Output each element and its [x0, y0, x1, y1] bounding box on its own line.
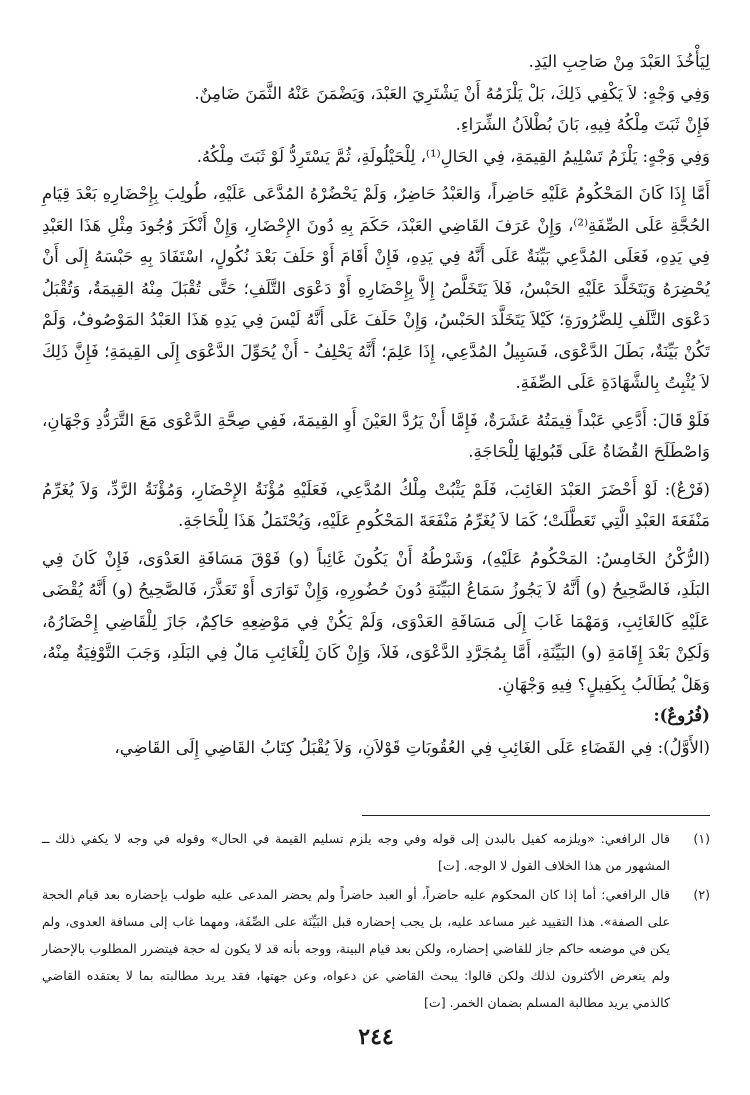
footnote-divider — [362, 815, 710, 816]
paragraph: أَمَّا إِذَا كَانَ المَحْكُومُ عَلَيْهِ حَاضِراً، وَالعَبْدُ حَاضِرٌ، وَلَمْ يَحْضُرْهُ المُدَّعَى عَلَيْهِ، طُولِبَ بِإِحْضَارِهِ بَعْدَ قِيَامِ الحُجَّةِ عَلَى الصِّفَةِ⁽²⁾، وَإِنْ عَرَفَ القَاضِي العَبْدَ، حَكَمَ بِهِ دُونَ الإِحْضَارِ، وَإِنْ أَنْكَرَ وُجُودَ مِثْلِ هَذَا العَبْدِ فِي يَدِهِ، فَعَلَى المُدَّعِي بَيِّنَةٌ عَلَى أَنَّهُ فِي يَدِهِ، فَإِنْ أَقَامَ أَوْ حَلَفَ بَعْدَ نُكُولٍ، اسْتَفَادَ بِهِ حَبْسَهُ إِلَى أَنْ يُحْضِرَهُ وَيَتَخَلَّدَ عَلَيْهِ الحَبْسُ، فَلاَ يَتَخَلَّصُ إِلاَّ بِإِحْضَارِهِ أَوْ دَعْوَى التَّلَفِ؛ حَتَّى تُقْبَلَ مِنْهُ القِيمَةُ، وَتُقْبَلُ دَعْوَى التَّلَفِ لِلضَّرُورَةِ؛ كَيْلاَ يَتَخَلَّدَ الحَبْسُ، وَإِنْ حَلَفَ عَلَى أَنَّهُ لَيْسَ فِي يَدِهِ هَذَا العَبْدُ المَوْصُوفُ، وَلَمْ تَكُنْ بَيِّنَةٌ، بَطَلَ الدَّعْوَى، فَسَبِيلُ المُدَّعِي، إِذَا عَلِمَ؛ أَنَّهُ يَحْلِفُ - أَنْ يُحَوِّلَ الدَّعْوَى إِلَى القِيمَةِ؛ فَإِنَّ ذَلِكَ لاَ يُثْبِتُ بِالشَّهَادَةِ عَلَى الصِّفَةِ. — [42, 184, 710, 392]
footnote-number: (٢) — [693, 887, 710, 902]
paragraph: وَفِي وَجْهٍ: لاَ يَكْفِي ذَلِكَ، بَلْ يَلْزَمُهُ أَنْ يَشْتَرِيَ العَبْدَ، وَيَضْمَنَ عَنْهُ الثَّمَنَ ضَامِنٌ. — [194, 83, 710, 103]
footnote — [42, 825, 710, 879]
footnote-number: (١) — [693, 831, 710, 846]
paragraph: (الأَوَّلُ): فِي القَضَاءِ عَلَى الغَائِبِ فِي العُقُوبَاتِ قَوْلاَنِ، وَلاَ يُقْبَلُ كِتَابُ القَاضِي إِلَى القَاضِي، — [114, 737, 710, 757]
footnote-text: قال الرافعي: أما إذا كان المحكوم عليه حاضراً، أو العبد حاضراً ولم يحضر المدعى عليه طولب بإحضاره بعد قيام الحجة على الصفة». هذا التقييد غير مساعد عليه، بل يجب إحضاره قبل البَيِّنَة على الصِّفَة، ومهما غاب إلى مسافة العدوى، ولم يكن في موضعه حاكم جاز للقاضي إحضاره، ولكن بعد قيام البينة، ووجه بأنه قد لا يكون له حجة فيتضرر المطلوب بالإحضار ولم يتعرض الأكثرون لذلك ولكن قالوا: يبحث القاضي عن دعواه، وعن جهتها، فقد يريد مطالبته بما لا يعتقده القاضي كالذمي يريد مطالبة المسلم بضمان الخمر. [ت] — [42, 887, 670, 1010]
book-page — [42, 46, 710, 1095]
paragraph: (فَرْعٌ): لَوْ أَحْضَرَ العَبْدَ الغَائِبَ، فَلَمْ يَثْبُتْ مِلْكُ المُدَّعِي، فَعَلَيْهِ مُؤْنَةُ الإِحْضَارِ، وَمُؤْنَةُ الرَّدِّ، وَلاَ يُغَرِّمُ مَنْفَعَةَ العَبْدِ الَّتِي تَعَطَّلَتْ؛ كَمَا لاَ يُغَرِّمُ مَنْفَعَةَ المَحْكُومِ عَلَيْهِ، وَيُحْتَمَلُ هَذَا لِلْحَاجَةِ. — [42, 479, 710, 530]
footnote — [42, 881, 710, 1016]
paragraph: فَلَوْ قَالَ: أَدَّعِي عَبْداً قِيمَتُهُ عَشَرَةٌ، فَإِمَّا أَنْ يَرُدَّ العَيْنَ أَوِ القِيمَةَ، فَفِي صِحَّةِ الدَّعْوَى مَعَ التَّرَدُّدِ وَجْهَانِ، وَاصْطَلَحَ القُضَاةُ عَلَى قَبُولِهَا لِلْحَاجَةِ. — [42, 410, 710, 461]
paragraph: فَإِنْ ثَبَتَ مِلْكُهُ فِيهِ، بَانَ بُطْلاَنُ الشِّرَاءِ. — [455, 115, 710, 134]
paragraph: وَفِي وَجْهٍ: يَلْزَمُ تَسْلِيمُ القِيمَةِ، فِي الحَالِ⁽¹⁾، لِلْحَيْلُولَةِ، ثُمَّ يَسْتَرِدُّ لَوْ ثَبَتَ مِلْكُهُ. — [196, 146, 710, 166]
main-text — [42, 46, 710, 763]
paragraph: (الرُّكْنُ الخَامِسُ: المَحْكُومُ عَلَيْهِ)، وَشَرْطُهُ أَنْ يَكُونَ غَائِباً (و) فَوْقَ مَسَافَةِ العَدْوَى، فَإِنْ كَانَ فِي البَلَدِ، فَالصَّحِيحُ (و) أَنَّهُ لاَ يَجُوزُ سَمَاعُ البَيِّنَةِ دُونَ حُضُورِهِ، وَإِنْ تَوَارَى أَوْ تَعَذَّرَ، فَالصَّحِيحُ (و) أَنَّهُ يُقْضَى عَلَيْهِ كَالغَائِبِ، وَمَهْمَا غَابَ إِلَى مَسَافَةِ العَدْوَى، وَلَمْ يَكُنْ فِي مَوْضِعِهِ حَاكِمٌ، جَازَ لِلْقَاضِي إِحْضَارُهُ، وَلَكِنْ بَعْدَ إِقَامَةِ (و) البَيِّنَةِ، أَمَّا بِمُجَرَّدِ الدَّعْوَى، فَلاَ، وَإِنْ كَانَ لِلْغَائِبِ مَالٌ فِي البَلَدِ، وَجَبَ التَّوْفِيَةُ مِنْهُ، وَهَلْ يُطَالَبُ بِكَفِيلٍ؟ فِيهِ وَجْهَانِ. — [42, 548, 710, 694]
footnote-text: قال الرافعي: «ويلزمه كفيل بالبدن إلى قوله وفي وجه يلزم تسليم القيمة في الحال» وقوله في وجه لا يكفي ذلك ــ المشهور من هذا الخلاف القول لا الوجه. [ت] — [42, 831, 670, 873]
section-heading: (فُرُوعٌ): — [653, 706, 710, 725]
page-number: ٢٤٤ — [358, 1024, 394, 1050]
paragraph: لِيَأْخُذَ العَبْدَ مِنْ صَاحِبِ اليَدِ. — [528, 52, 710, 71]
footnotes — [42, 825, 710, 1016]
